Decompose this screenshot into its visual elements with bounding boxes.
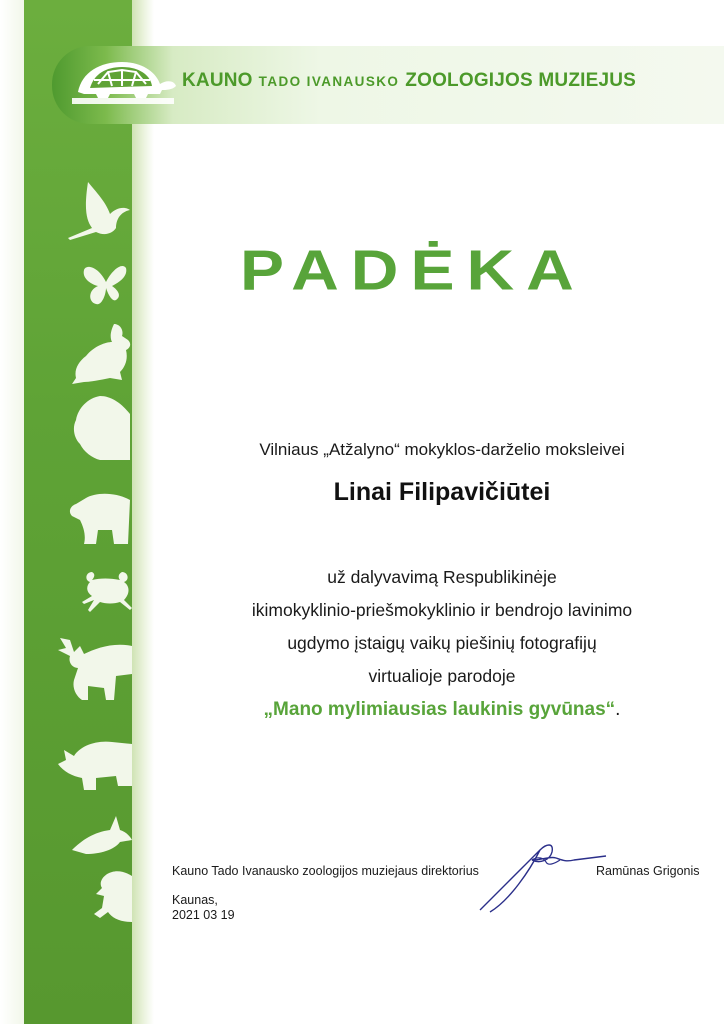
bird-icon bbox=[66, 180, 132, 250]
crab-icon bbox=[78, 566, 132, 616]
page-edge bbox=[0, 0, 24, 1024]
exhibition-name bbox=[160, 699, 724, 721]
org-name bbox=[182, 70, 636, 100]
hare-icon bbox=[70, 322, 132, 386]
school-line: Vilniaus „Atžalyno“ mokyklos-darželio moksleivei bbox=[259, 440, 625, 459]
strip-fade bbox=[132, 0, 154, 1024]
org-name-part2: TADO IVANAUSKO bbox=[258, 74, 400, 89]
frog-icon bbox=[92, 868, 132, 924]
butterfly-icon bbox=[82, 262, 132, 308]
body-line-1: už dalyvavimą Respublikinėje bbox=[327, 567, 557, 587]
org-name-part1: KAUNO bbox=[182, 70, 253, 91]
signer-name: Ramūnas Grigonis bbox=[596, 864, 700, 878]
dolphin-icon bbox=[70, 810, 132, 856]
exhibition-title: „Mano mylimiausias laukinis gyvūnas“ bbox=[263, 699, 616, 720]
body-line-2: ikimokyklinio-priešmokyklinio ir bendrojo lavinimo bbox=[251, 600, 633, 620]
lion-icon bbox=[70, 394, 132, 462]
rhino-icon bbox=[56, 734, 132, 794]
issue-place: Kaunas, bbox=[172, 893, 218, 907]
moose-icon bbox=[54, 636, 132, 702]
issue-date: 2021 03 19 bbox=[172, 908, 235, 922]
bear-icon bbox=[66, 490, 132, 546]
director-position: Kauno Tado Ivanausko zoologijos muziejaus direktorius bbox=[172, 864, 479, 878]
turtle-icon bbox=[64, 54, 180, 108]
recipient-name: Linai Filipavičiūtei bbox=[333, 478, 551, 506]
body-line-3: ugdymo įstaigų vaikų piešinių fotografijų bbox=[287, 633, 597, 653]
org-name-part3: ZOOLOGIJOS MUZIEJUS bbox=[405, 70, 637, 91]
signature-icon bbox=[470, 830, 610, 920]
body-line-4: virtualioje parodoje bbox=[368, 666, 516, 686]
exhibition-period: . bbox=[615, 699, 621, 720]
certificate-title: PADĖKA bbox=[240, 238, 586, 302]
